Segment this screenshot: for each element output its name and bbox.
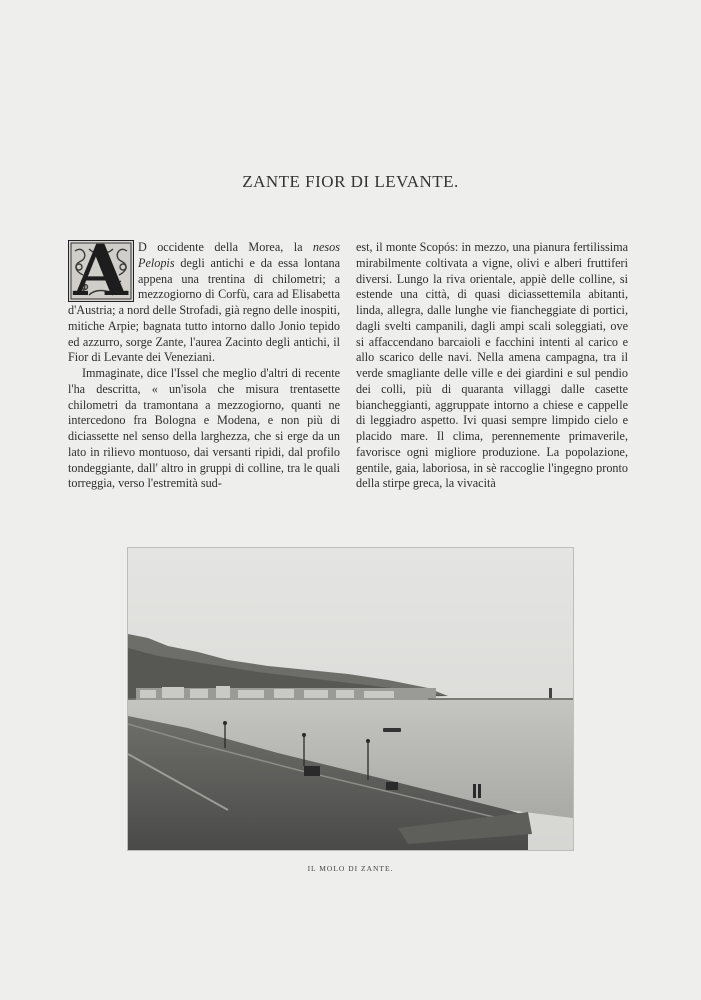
drop-cap-letter: A <box>73 240 128 302</box>
harbor-photograph <box>127 547 574 851</box>
right-column <box>356 240 628 492</box>
ornamental-drop-cap <box>68 240 134 302</box>
right-column-text: est, il monte Scopós: in mezzo, una pianura fertilissima mirabilmente coltivata a vigne, olivi e alberi fruttiferi diversi. Lungo la riva orientale, appiè delle colline, si estende una città, di quasi diciassettemila abitanti, linda, allegra, dalle lunghe vie fiancheggiate di portici, dagli svelti campanili, dagli ampi scali soleggiati, ove si affaccendano barcaioli e facchini intenti al carico e allo scarico delle navi. Nella amena campagna, tra il verde smagliante delle ville e dei giardini e sul pendio dei colli, più di quaranta villaggi dalle casette biancheggianti, aggruppate intorno a chiese e cappelle di leggiadro aspetto. Ivi quasi sempre limpido cielo e placido mare. Il clima, perennemente primaverile, favorisce ogni migliore produzione. La popolazione, gentile, gaia, laboriosa, in sè raccoglie l'ingegno pronto della stirpe greca, la vivacità <box>356 240 628 491</box>
left-column <box>68 240 340 492</box>
paragraph-1 <box>68 240 340 366</box>
page-title: ZANTE FIOR DI LEVANTE. <box>242 172 459 191</box>
paragraph-1-lead: D occidente della Morea, la <box>138 240 313 254</box>
photo-caption: IL MOLO DI ZANTE. <box>307 864 394 873</box>
paragraph-1-italic: nesos Pelopis <box>138 240 340 270</box>
paragraph-2: Immaginate, dice l'Issel che meglio d'altri di recente l'ha descritta, « un'isola che misura trentasette chilometri da tramontana a mezzogiorno, quanti ne intercedono fra Bologna e Modena, e non più di diciassette nel senso della larghezza, che si erge da un lato in rilievo montuoso, dai versanti ripidi, dal profilo tondeggiante, dall' altro in gruppi di colline, tra le quali torreggia, verso l'estremità sud- <box>68 366 340 491</box>
paragraph-1-rest: degli antichi e da essa lontana appena una trentina di chilometri; a mezzogiorno di Corfù, cara ad Elisabetta d'Austria; a nord delle Strofadi, già regno delle inospiti, mitiche Arpie; bagnata tutto intorno dallo Jonio tepido ed azzurro, sorge Zante, l'aurea Zacinto degli antichi, il Fior di Levante dei Veneziani. <box>68 255 340 365</box>
